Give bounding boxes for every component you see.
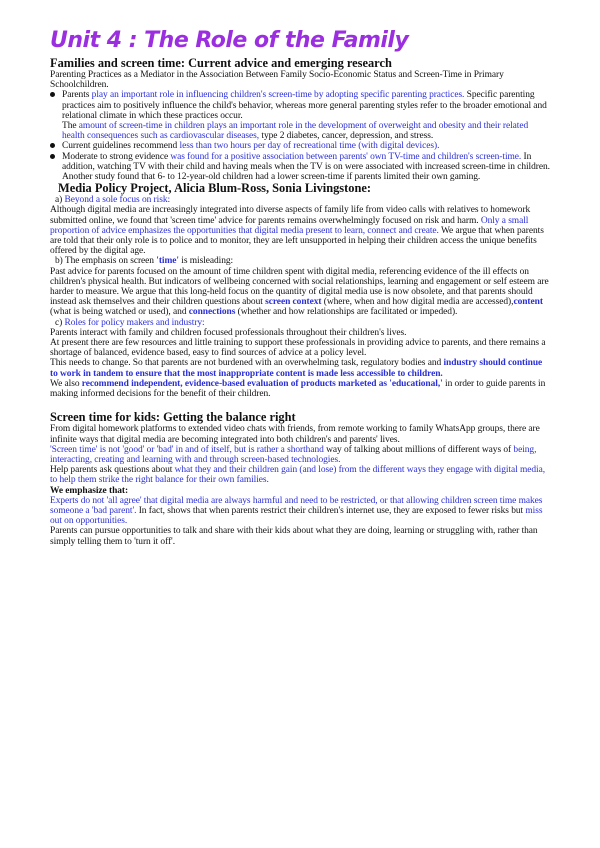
highlight-text: content — [513, 297, 543, 308]
section-heading-media-policy: Media Policy Project, Alicia Blum-Ross, Sonia Livingstone: — [58, 181, 371, 196]
paragraph-s3-2 — [50, 445, 552, 465]
bullet-icon — [50, 154, 55, 159]
paragraph-c1: Parents interact with family and children focused professionals throughout their children's lives. — [50, 327, 407, 338]
bullet-list — [50, 90, 552, 182]
highlight-text: Only a small proportion of advice emphasizes the opportunities that digital media present to learn, connect and create. — [50, 215, 529, 236]
paragraph-c3 — [50, 358, 552, 378]
text-run: (whether and how relationships are facilitated or impeded). — [235, 307, 458, 318]
paragraph-b — [50, 267, 552, 318]
text-run: Current guidelines recommend — [62, 141, 180, 152]
text-run: in order to guide parents in making informed decisions for the benefit of their children. — [50, 378, 546, 400]
subheading-a — [50, 195, 552, 205]
highlight-text: industry should continue to work in tandem to ensure that the most inappropriate content is made less accessible to children. — [50, 358, 543, 379]
page-title: Unit 4 : The Role of the Family — [50, 28, 409, 53]
highlight-text: amount of screen-time in children plays an important role in the development of overweight and obesity and their related health consequences such as cardiovascular diseases, — [62, 121, 529, 142]
section-heading-screen-time: Screen time for kids: Getting the balance right — [50, 410, 296, 425]
text-run: b) The emphasis on screen — [55, 256, 157, 267]
paragraph-c4 — [50, 379, 552, 399]
intro-paragraph: Parenting Practices as a Mediator in the Association Between Family Socio-Economic Status and Screen-Time in Primary Schoolchildren. — [50, 70, 504, 91]
highlight-text: less than two hours per day of recreational time (with digital devices). — [179, 141, 440, 152]
highlight-text: connections — [188, 307, 236, 318]
bullet-item-guidelines — [50, 141, 552, 151]
text-run: Specific parenting practices aim to positively influence the child's behavior, whereas more general parenting styles refer to the broader emotional and relational climate in which these practices occur. — [62, 90, 547, 121]
bullet-item-parenting — [50, 90, 552, 141]
section-heading-families: Families and screen time: Current advice and emerging research — [50, 56, 392, 70]
paragraph-a — [50, 205, 552, 256]
text-run: (what is being watched or used), and — [50, 307, 189, 318]
text-run: Although digital media are increasingly integrated into diverse aspects of family life from video calls with relatives to homework submitted online, we found that 'screen time' advice for parents remains overwhelmingly focused on risk and harm. — [50, 205, 531, 226]
text-run: Moderate to strong evidence — [62, 151, 171, 162]
text-run: Parents — [62, 90, 92, 101]
text-run: This needs to change. So that parents are not burdened with an overwhelming task, regulatory bodies and — [50, 358, 444, 369]
text-run: Past advice for parents focused on the amount of time children spent with digital media, referencing evidence of the ill effects on children's physical health. But indicators of wellbeing concerned with social relationships, learning and engagement or self esteem are harder to measure. We argue that this long-held focus on the quantity of digital media use is now obsolete, and that parents should instead ask themselves and their children questions about — [50, 266, 549, 308]
subheading-b — [50, 256, 552, 266]
text-run: We argue that when parents are told that their only role is to police and to monitor, they are left unsupported in helping their children access the unique benefits offered by the digital age. — [50, 225, 544, 257]
paragraph-s3-1: From digital homework platforms to extended video chats with friends, from remote working to family WhatsApp groups, there are infinite ways that digital media are becoming integrated into both children's and parents' lives. — [50, 424, 540, 445]
text-run: (where, when and how digital media are accessed), — [321, 297, 514, 308]
text-run: way of talking about millions of different ways of — [323, 444, 514, 455]
highlight-text: Roles for policy makers and industry: — [64, 317, 205, 328]
label-c: c) — [55, 317, 65, 328]
highlight-text: screen context — [265, 297, 322, 308]
highlight-text: 'Screen time' is not 'good' or 'bad' in and of itself, but is rather a shorthand — [50, 444, 324, 455]
highlight-text: what they and their children gain (and lose) from the different ways they engage with digital media, to help them strike the right balance for their own families. — [50, 465, 546, 486]
highlight-text: 'time' — [156, 256, 179, 267]
paragraph-s3-4 — [50, 496, 552, 527]
text-run: We also — [50, 378, 82, 389]
subheading-c — [50, 318, 552, 328]
text-run: In fact, shows that when parents restrict their children's internet use, they are exposed to fewer risks but — [136, 505, 526, 516]
text-run: type 2 diabetes, cancer, depression, and stress. — [259, 131, 434, 142]
paragraph-c2: At present there are few resources and little training to support these professionals in providing advice to parents, and there remains a shortage of balanced, evidence based, easy to find sources of advice at a policy level. — [50, 338, 546, 359]
text-run: Help parents ask questions about — [50, 465, 175, 476]
highlight-text: Experts do not 'all agree' that digital media are always harmful and need to be restricted, or that allowing children screen time makes someone a 'bad parent'. — [50, 495, 543, 516]
bullet-item-evidence — [50, 152, 552, 183]
label-a: a) — [55, 195, 65, 206]
paragraph-s3-5: Parents can pursue opportunities to talk and share with their kids about what they are doing, learning or struggling with, rather than simply telling them to 'turn it off'. — [50, 526, 538, 547]
highlight-text: was found for a positive association between parents' own TV-time and children's screen-time. — [170, 151, 522, 162]
text-run: In addition, watching TV with their child and having meals when the TV is on were associated with increased screen-time in children. Another study found that 6- to 12-year-old children had a lower screen-time if parents limited their own gaming. — [62, 151, 550, 183]
emphasis-label: We emphasize that: — [50, 485, 129, 496]
text-run: The — [62, 121, 79, 132]
highlight-text: play an important role in influencing children's screen-time by adopting specific parenting practices. — [91, 90, 465, 101]
bullet-icon — [50, 92, 55, 97]
highlight-text: recommend independent, evidence-based evaluation of products marketed as 'educational,' — [81, 378, 443, 389]
highlight-text: being, interacting, creating and learning with and through screen-based technologies. — [50, 444, 537, 465]
highlight-text: Beyond a sole focus on risk: — [64, 195, 171, 206]
bullet-icon — [50, 143, 55, 148]
text-run: is misleading: — [178, 256, 234, 267]
highlight-text: miss out on opportunities. — [50, 505, 543, 527]
paragraph-s3-3 — [50, 465, 552, 485]
